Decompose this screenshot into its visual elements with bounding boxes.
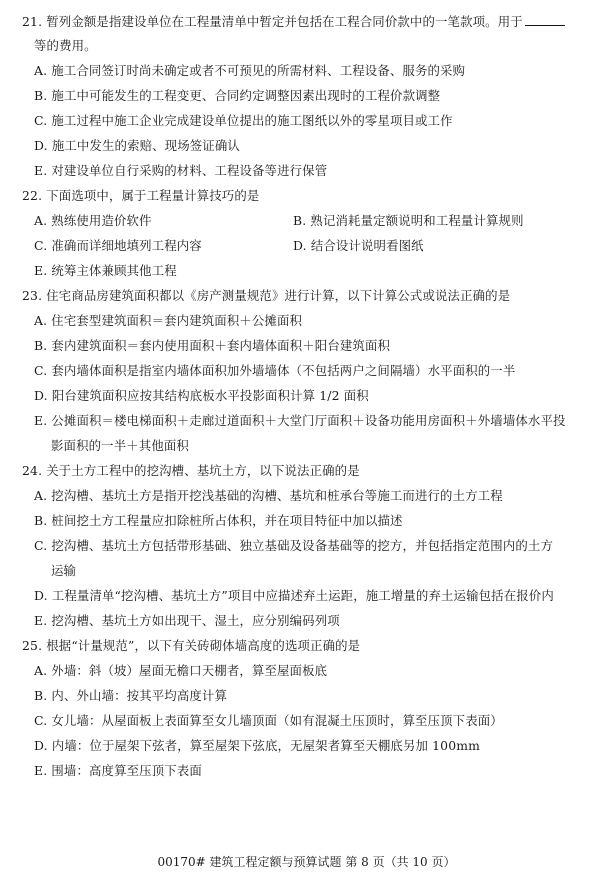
question-24-option-b: B. 桩间挖土方工程量应扣除桩所占体积，并在项目特征中加以描述: [34, 513, 403, 528]
question-21-option-e: E. 对建设单位自行采购的材料、工程设备等进行保管: [34, 163, 328, 178]
question-21-option-a: A. 施工合同签订时尚未确定或者不可预见的所需材料、工程设备、服务的采购: [34, 63, 466, 78]
question-21-stem-cont: 等的费用。: [34, 38, 97, 53]
question-23-stem: 23. 住宅商品房建筑面积都以《房产测量规范》进行计算，以下计算公式或说法正确的是: [22, 288, 511, 303]
question-21-option-b: B. 施工中可能发生的工程变更、合同约定调整因素出现时的工程价款调整: [34, 88, 441, 103]
question-22-option-d: D. 结合设计说明看图纸: [293, 238, 424, 253]
question-24-stem: 24. 关于土方工程中的挖沟槽、基坑土方，以下说法正确的是: [22, 463, 360, 478]
question-25-stem: 25. 根据“计量规范”，以下有关砖砌体墙高度的选项正确的是: [22, 638, 361, 653]
question-23-option-a: A. 住宅套型建筑面积＝套内建筑面积＋公摊面积: [34, 313, 303, 328]
question-23-option-b: B. 套内建筑面积＝套内使用面积＋套内墙体面积＋阳台建筑面积: [34, 338, 391, 353]
question-22-stem: 22. 下面选项中，属于工程量计算技巧的是: [22, 188, 260, 203]
question-21-stem-text: 21. 暂列金额是指建设单位在工程量清单中暂定并包括在工程合同价款中的一笔款项。用于: [22, 14, 523, 29]
question-25-option-e: E. 围墙：高度算至压顶下表面: [34, 763, 202, 778]
question-23-option-e-cont: 影面积的一半＋其他面积: [51, 438, 189, 453]
question-21-option-c: C. 施工过程中施工企业完成建设单位提出的施工图纸以外的零星项目或工作: [34, 113, 453, 128]
question-24-option-a: A. 挖沟槽、基坑土方是指开挖浅基础的沟槽、基坑和桩承台等施工而进行的土方工程: [34, 488, 503, 503]
question-24-option-c: C. 挖沟槽、基坑土方包括带形基础、独立基础及设备基础等的挖方，并包括指定范围内的土方: [34, 538, 553, 553]
question-24-option-d: D. 工程量清单“挖沟槽、基坑土方”项目中应描述弃土运距，施工增量的弃土运输包括在报价内: [34, 588, 554, 603]
question-24-option-c-cont: 运输: [51, 563, 77, 578]
question-22-option-e: E. 统筹主体兼顾其他工程: [34, 263, 177, 278]
question-22-option-a: A. 熟练使用造价软件: [34, 213, 152, 228]
question-21-stem: [22, 14, 565, 30]
question-23-option-c: C. 套内墙体面积是指室内墙体面积加外墙墙体（不包括两户之间隔墙）水平面积的一半: [34, 363, 516, 378]
question-25-option-b: B. 内、外山墙：按其平均高度计算: [34, 688, 228, 703]
question-22-option-b: B. 熟记消耗量定额说明和工程量计算规则: [293, 213, 524, 228]
answer-blank: [525, 14, 565, 26]
question-24-option-e: E. 挖沟槽、基坑土方如出现干、湿土，应分别编码列项: [34, 613, 340, 628]
question-25-option-c: C. 女儿墙：从屋面板上表面算至女儿墙顶面（如有混凝土压顶时，算至压顶下表面）: [34, 713, 503, 728]
question-21-option-d: D. 施工中发生的索赔、现场签证确认: [34, 138, 240, 153]
question-22-option-c: C. 准确而详细地填列工程内容: [34, 238, 202, 253]
question-23-option-d: D. 阳台建筑面积应按其结构底板水平投影面积计算 1/2 面积: [34, 388, 369, 403]
page-footer: 00170# 建筑工程定额与预算试题 第 8 页（共 10 页）: [157, 855, 456, 869]
question-25-option-a: A. 外墙：斜（坡）屋面无檐口天棚者，算至屋面板底: [34, 663, 328, 678]
question-25-option-d: D. 内墙：位于屋架下弦者，算至屋架下弦底，无屋架者算至天棚底另加 100mm: [34, 738, 481, 753]
question-23-option-e: E. 公摊面积＝楼电梯面积＋走廊过道面积＋大堂门厅面积＋设备功能用房面积＋外墙墙体水平投: [34, 413, 566, 428]
